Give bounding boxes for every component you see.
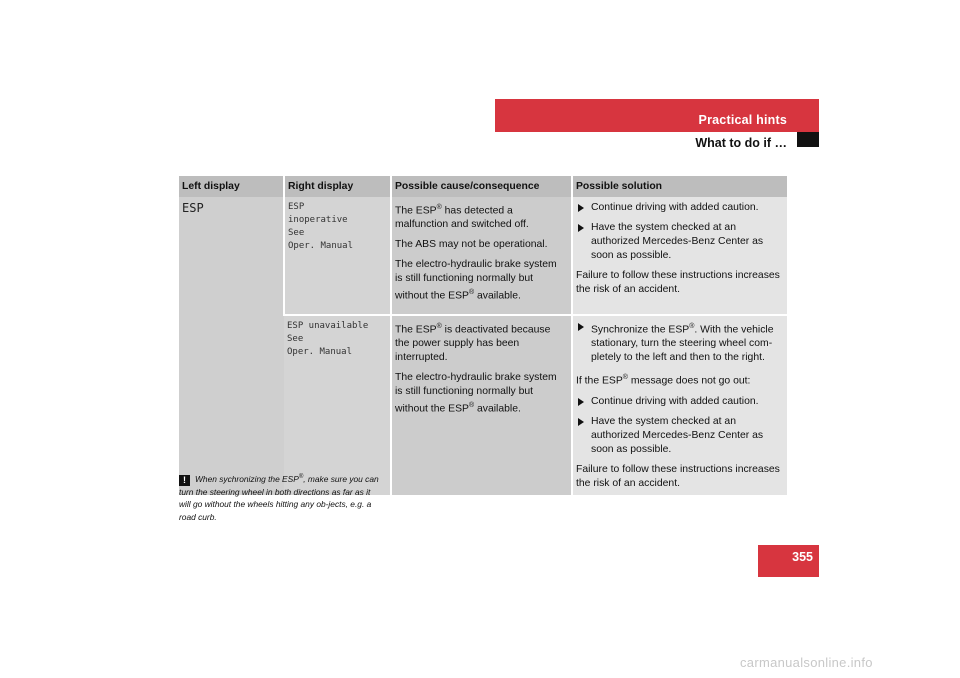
- table-row: [179, 197, 787, 315]
- solution-cell: [572, 315, 787, 495]
- header-left-display: Left display: [179, 176, 284, 197]
- warning-note: ! When sychronizing the ESP®, make sure you can turn the steering wheel in both directions as far as it will go without the wheels hitting any ob-jects, e.g. a road curb.: [179, 473, 379, 522]
- cause-cell: [391, 197, 572, 315]
- watermark: carmanualsonline.info: [740, 655, 873, 670]
- arrow-right-icon: [578, 418, 584, 426]
- arrow-right-icon: [578, 224, 584, 232]
- arrow-right-icon: [578, 398, 584, 406]
- section-title: Practical hints: [698, 113, 787, 127]
- cause-text: The ABS may not be operational.: [395, 239, 548, 251]
- troubleshooting-table: [179, 176, 787, 495]
- table-header-row: [179, 176, 787, 197]
- right-display-text: ESP unavailable See Oper. Manual: [287, 320, 369, 357]
- cause-text: The ESP® is deactivated because the power supply has been interrupted.: [395, 322, 551, 364]
- header-tab-marker: [797, 132, 819, 147]
- solution-text: Failure to follow these instructions increases the risk of an accident.: [576, 463, 780, 489]
- cause-text: The ESP® has detected a malfunction and switched off.: [395, 204, 529, 231]
- solution-cell: [572, 197, 787, 315]
- right-display-cell: [284, 315, 391, 495]
- header-bar: [495, 99, 819, 132]
- cause-text: The electro-hydraulic brake system is still functioning normally but without the ESP® available.: [395, 259, 557, 302]
- left-display-text: ESP: [182, 201, 204, 215]
- solution-step: Have the system checked at an authorized Mercedes-Benz Center as soon as possible.: [576, 221, 783, 263]
- solution-text: If the ESP® message does not go out:: [576, 374, 751, 387]
- arrow-right-icon: [578, 323, 584, 331]
- cause-cell: [391, 315, 572, 495]
- solution-text: Failure to follow these instructions increases the risk of an accident.: [576, 270, 780, 295]
- solution-step: Synchronize the ESP®. With the vehicle stationary, turn the steering wheel com-pletely to the left and then to the right.: [576, 320, 783, 365]
- arrow-right-icon: [578, 204, 584, 212]
- left-display-cell: [179, 197, 284, 495]
- section-subtitle: What to do if …: [695, 136, 787, 150]
- header-right-display: Right display: [284, 176, 391, 197]
- warning-icon: !: [179, 475, 190, 486]
- header-cause: Possible cause/consequence: [391, 176, 572, 197]
- solution-step: Continue driving with added caution.: [576, 395, 783, 409]
- right-display-text: ESP inoperative See Oper. Manual: [288, 202, 354, 251]
- right-display-cell: [284, 197, 391, 315]
- cause-text: The electro-hydraulic brake system is still functioning normally but without the ESP® available.: [395, 372, 557, 415]
- solution-step: Have the system checked at an authorized Mercedes-Benz Center as soon as possible.: [576, 415, 783, 457]
- header-solution: Possible solution: [572, 176, 787, 197]
- page-number-box: [758, 545, 819, 577]
- solution-step: Continue driving with added caution.: [576, 201, 783, 215]
- page-number: 355: [792, 550, 813, 564]
